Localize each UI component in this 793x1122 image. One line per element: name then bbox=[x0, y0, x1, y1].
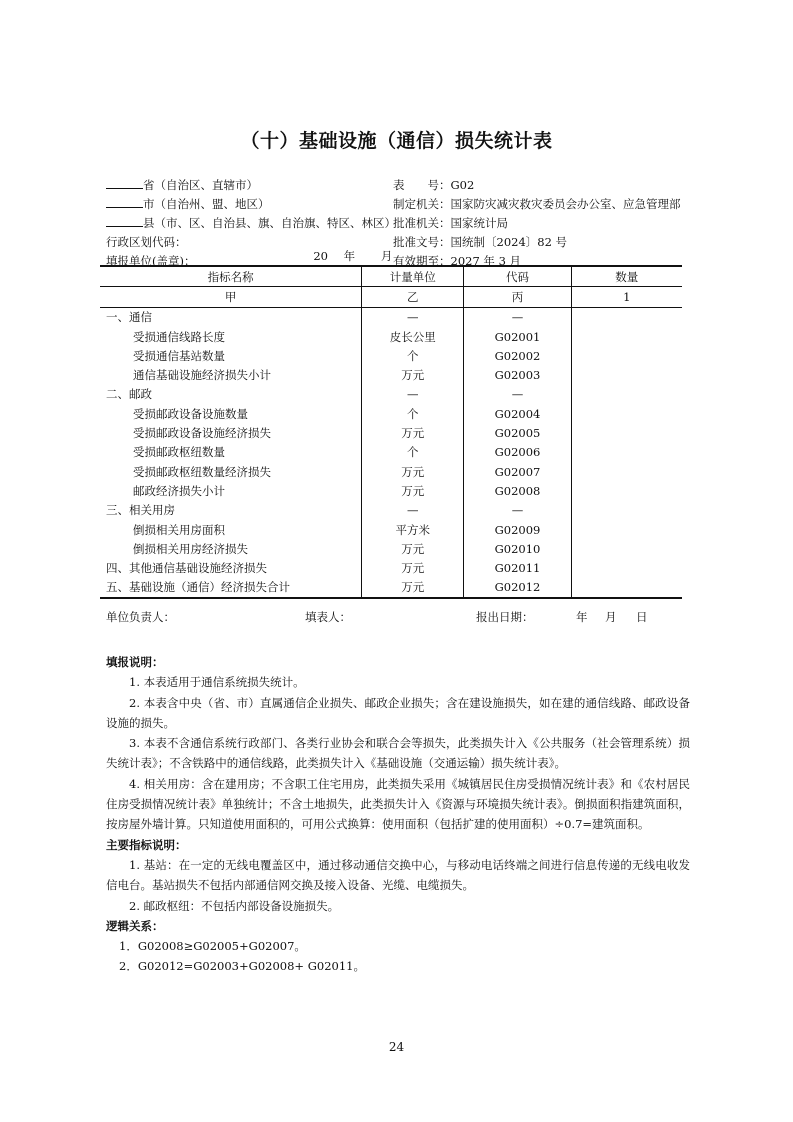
table-row bbox=[100, 558, 682, 577]
row-qty-cell[interactable] bbox=[571, 404, 682, 423]
row-code: — bbox=[464, 501, 571, 520]
city-label: 市（自治州、盟、地区） bbox=[143, 197, 270, 211]
row-name: 三、相关用房 bbox=[106, 503, 175, 518]
row-code: G02005 bbox=[464, 423, 571, 442]
report-day-unit: 日 bbox=[636, 610, 648, 624]
col-header-qty: 数量 bbox=[571, 266, 682, 287]
index-notes-heading: 主要指标说明： bbox=[106, 837, 187, 852]
table-row bbox=[100, 481, 682, 500]
report-year-unit: 年 bbox=[576, 610, 588, 624]
approver: 国家统计局 bbox=[450, 216, 508, 230]
col-header-name: 指标名称 bbox=[100, 266, 362, 287]
row-qty-cell[interactable] bbox=[571, 346, 682, 365]
row-name: 五、基础设施（通信）经济损失合计 bbox=[100, 578, 362, 598]
row-name: 邮政经济损失小计 bbox=[133, 483, 225, 498]
table-row bbox=[100, 307, 682, 327]
row-name: 受损邮政设备设施数量 bbox=[133, 406, 248, 421]
row-name: 受损邮政枢纽数量经济损失 bbox=[133, 464, 271, 479]
row-qty-cell[interactable] bbox=[571, 539, 682, 558]
row-qty-cell[interactable] bbox=[571, 462, 682, 481]
logic-heading: 逻辑关系： bbox=[106, 918, 164, 933]
fill-instructions-heading: 填报说明： bbox=[106, 655, 164, 669]
principal-label: 单位负责人： bbox=[106, 610, 175, 624]
table-row bbox=[100, 501, 682, 520]
index-note-item: 1. 基站：在一定的无线电覆盖区中，通过移动通信交换中心，与移动电话终端之间进行信息传递的无线电收发信电台。基站损失不包括内部通信网交换及接入设备、光缆、电缆损失。 bbox=[106, 857, 690, 893]
col-code-name: 甲 bbox=[100, 287, 362, 307]
col-code-code: 丙 bbox=[464, 287, 571, 307]
form-no-label: 表 号： bbox=[393, 178, 451, 192]
page-number: 24 bbox=[388, 1040, 405, 1054]
table-row bbox=[100, 385, 682, 404]
row-name: 通信基础设施经济损失小计 bbox=[133, 368, 271, 383]
row-unit: — bbox=[362, 501, 464, 520]
row-code: G02004 bbox=[464, 404, 571, 423]
row-unit: 万元 bbox=[362, 481, 464, 500]
row-code: G02011 bbox=[464, 558, 571, 577]
sign-year: 20 bbox=[313, 249, 328, 263]
row-qty-cell[interactable] bbox=[571, 501, 682, 520]
row-unit: 万元 bbox=[362, 365, 464, 384]
col-header-code: 代码 bbox=[464, 266, 571, 287]
col-code-qty: 1 bbox=[571, 287, 682, 307]
row-unit: 万元 bbox=[362, 462, 464, 481]
approval-no-label: 批准文号： bbox=[393, 235, 451, 249]
row-code: — bbox=[464, 307, 571, 327]
fill-instruction-item: 2. 本表含中央（省、市）直属通信企业损失、邮政企业损失；含在建设施损失，如在建的通信线路、邮政设备设施的损失。 bbox=[106, 695, 690, 730]
notes-section bbox=[106, 652, 690, 977]
row-unit: 个 bbox=[362, 404, 464, 423]
row-name: 一、通信 bbox=[106, 310, 152, 325]
row-unit: — bbox=[362, 307, 464, 327]
row-code: G02010 bbox=[464, 539, 571, 558]
index-note-item: 2. 邮政枢纽：不包括内部设备设施损失。 bbox=[129, 898, 340, 913]
row-code: — bbox=[464, 385, 571, 404]
row-qty-cell[interactable] bbox=[571, 520, 682, 539]
filler-label: 填表人： bbox=[305, 610, 351, 624]
sign-date bbox=[300, 248, 392, 264]
logic-item: 2．G02012=G02003+G02008+ G02011。 bbox=[119, 959, 365, 974]
city-blank[interactable] bbox=[106, 196, 143, 208]
sign-year-unit: 年 bbox=[343, 249, 356, 263]
report-date-label: 报出日期： bbox=[476, 610, 534, 624]
county-blank[interactable] bbox=[106, 215, 143, 227]
row-qty-cell[interactable] bbox=[571, 443, 682, 462]
row-unit: 个 bbox=[362, 443, 464, 462]
table-row bbox=[100, 404, 682, 423]
sign-month-unit: 月 bbox=[380, 249, 393, 263]
row-unit: 平方米 bbox=[362, 520, 464, 539]
row-name: 倒损相关用房经济损失 bbox=[133, 541, 248, 556]
row-qty-cell[interactable] bbox=[571, 385, 682, 404]
loss-table bbox=[100, 265, 682, 599]
row-name: 倒损相关用房面积 bbox=[133, 522, 225, 537]
report-month-unit: 月 bbox=[605, 610, 617, 624]
row-code: G02001 bbox=[464, 327, 571, 346]
row-unit: 个 bbox=[362, 346, 464, 365]
approver-label: 批准机关： bbox=[393, 216, 451, 230]
province-label: 省（自治区、直辖市） bbox=[143, 178, 258, 192]
row-code: G02006 bbox=[464, 443, 571, 462]
logic-item: 1．G02008≥G02005+G02007。 bbox=[119, 939, 306, 954]
row-qty-cell[interactable] bbox=[571, 558, 682, 577]
row-code: G02002 bbox=[464, 346, 571, 365]
row-name: 受损通信基站数量 bbox=[133, 348, 225, 363]
county-label: 县（市、区、自治县、旗、自治旗、特区、林区） bbox=[143, 216, 396, 230]
row-unit: — bbox=[362, 385, 464, 404]
table-row bbox=[100, 578, 682, 598]
row-unit: 万元 bbox=[362, 578, 464, 598]
header-right bbox=[393, 176, 681, 271]
row-code: G02008 bbox=[464, 481, 571, 500]
row-qty-cell[interactable] bbox=[571, 327, 682, 346]
row-unit: 皮长公里 bbox=[362, 327, 464, 346]
table-row bbox=[100, 520, 682, 539]
unit-label: 填报单位(盖章)： bbox=[106, 254, 196, 268]
table-row bbox=[100, 462, 682, 481]
valid-date: 2027 年 3 月 bbox=[450, 254, 522, 268]
row-name: 四、其他通信基础设施经济损失 bbox=[106, 561, 267, 576]
table-header-row bbox=[100, 266, 682, 287]
row-code: G02003 bbox=[464, 365, 571, 384]
row-unit: 万元 bbox=[362, 423, 464, 442]
row-name: 二、邮政 bbox=[106, 387, 152, 402]
fill-instruction-item: 3. 本表不含通信系统行政部门、各类行业协会和联合会等损失，此类损失计入《公共服务（社会管理系统）损失统计表》；不含铁路中的通信线路，此类损失计入《基础设施（交通运输）损失统计表》。 bbox=[106, 736, 690, 771]
fill-instruction-item: 4. 相关用房：含在建用房；不含职工住宅用房，此类损失采用《城镇居民住房受损情况统计表》和《农村居民住房受损情况统计表》单独统计；不含土地损失，此类损失计入《资源与环境损失统计表》。倒损面积指建筑面积，按房屋外墙计算。只知道使用面积的，可用公式换算：使用面积（包括扩建的使用面积）÷0.7=建筑面积。 bbox=[106, 776, 690, 832]
admin-code-label: 行政区划代码： bbox=[106, 235, 187, 249]
row-name: 受损邮政设备设施经济损失 bbox=[133, 426, 271, 441]
page-title: （十）基础设施（通信）损失统计表 bbox=[240, 130, 553, 152]
table-row bbox=[100, 539, 682, 558]
form-no: G02 bbox=[450, 178, 475, 192]
col-header-unit: 计量单位 bbox=[362, 266, 464, 287]
row-qty-cell[interactable] bbox=[571, 578, 682, 598]
table-row bbox=[100, 365, 682, 384]
row-code: G02009 bbox=[464, 520, 571, 539]
issuer: 国家防灾减灾救灾委员会办公室、应急管理部 bbox=[450, 197, 681, 211]
row-unit: 万元 bbox=[362, 558, 464, 577]
row-unit: 万元 bbox=[362, 539, 464, 558]
row-code: G02007 bbox=[464, 462, 571, 481]
table-row bbox=[100, 423, 682, 442]
fill-instruction-item: 1. 本表适用于通信系统损失统计。 bbox=[129, 675, 305, 690]
issuer-label: 制定机关： bbox=[393, 197, 451, 211]
row-qty-cell[interactable] bbox=[571, 307, 682, 327]
province-blank[interactable] bbox=[106, 177, 143, 189]
valid-label: 有效期至： bbox=[393, 254, 451, 268]
row-name: 受损邮政枢纽数量 bbox=[133, 445, 225, 460]
row-qty-cell[interactable] bbox=[571, 423, 682, 442]
table-code-row bbox=[100, 287, 682, 307]
row-qty-cell[interactable] bbox=[571, 365, 682, 384]
table-row bbox=[100, 443, 682, 462]
approval-no: 国统制〔2024〕82 号 bbox=[450, 235, 568, 249]
table-row bbox=[100, 346, 682, 365]
col-code-unit: 乙 bbox=[362, 287, 464, 307]
row-code: G02012 bbox=[464, 578, 571, 598]
row-name: 受损通信线路长度 bbox=[133, 329, 225, 344]
row-qty-cell[interactable] bbox=[571, 481, 682, 500]
table-row bbox=[100, 327, 682, 346]
